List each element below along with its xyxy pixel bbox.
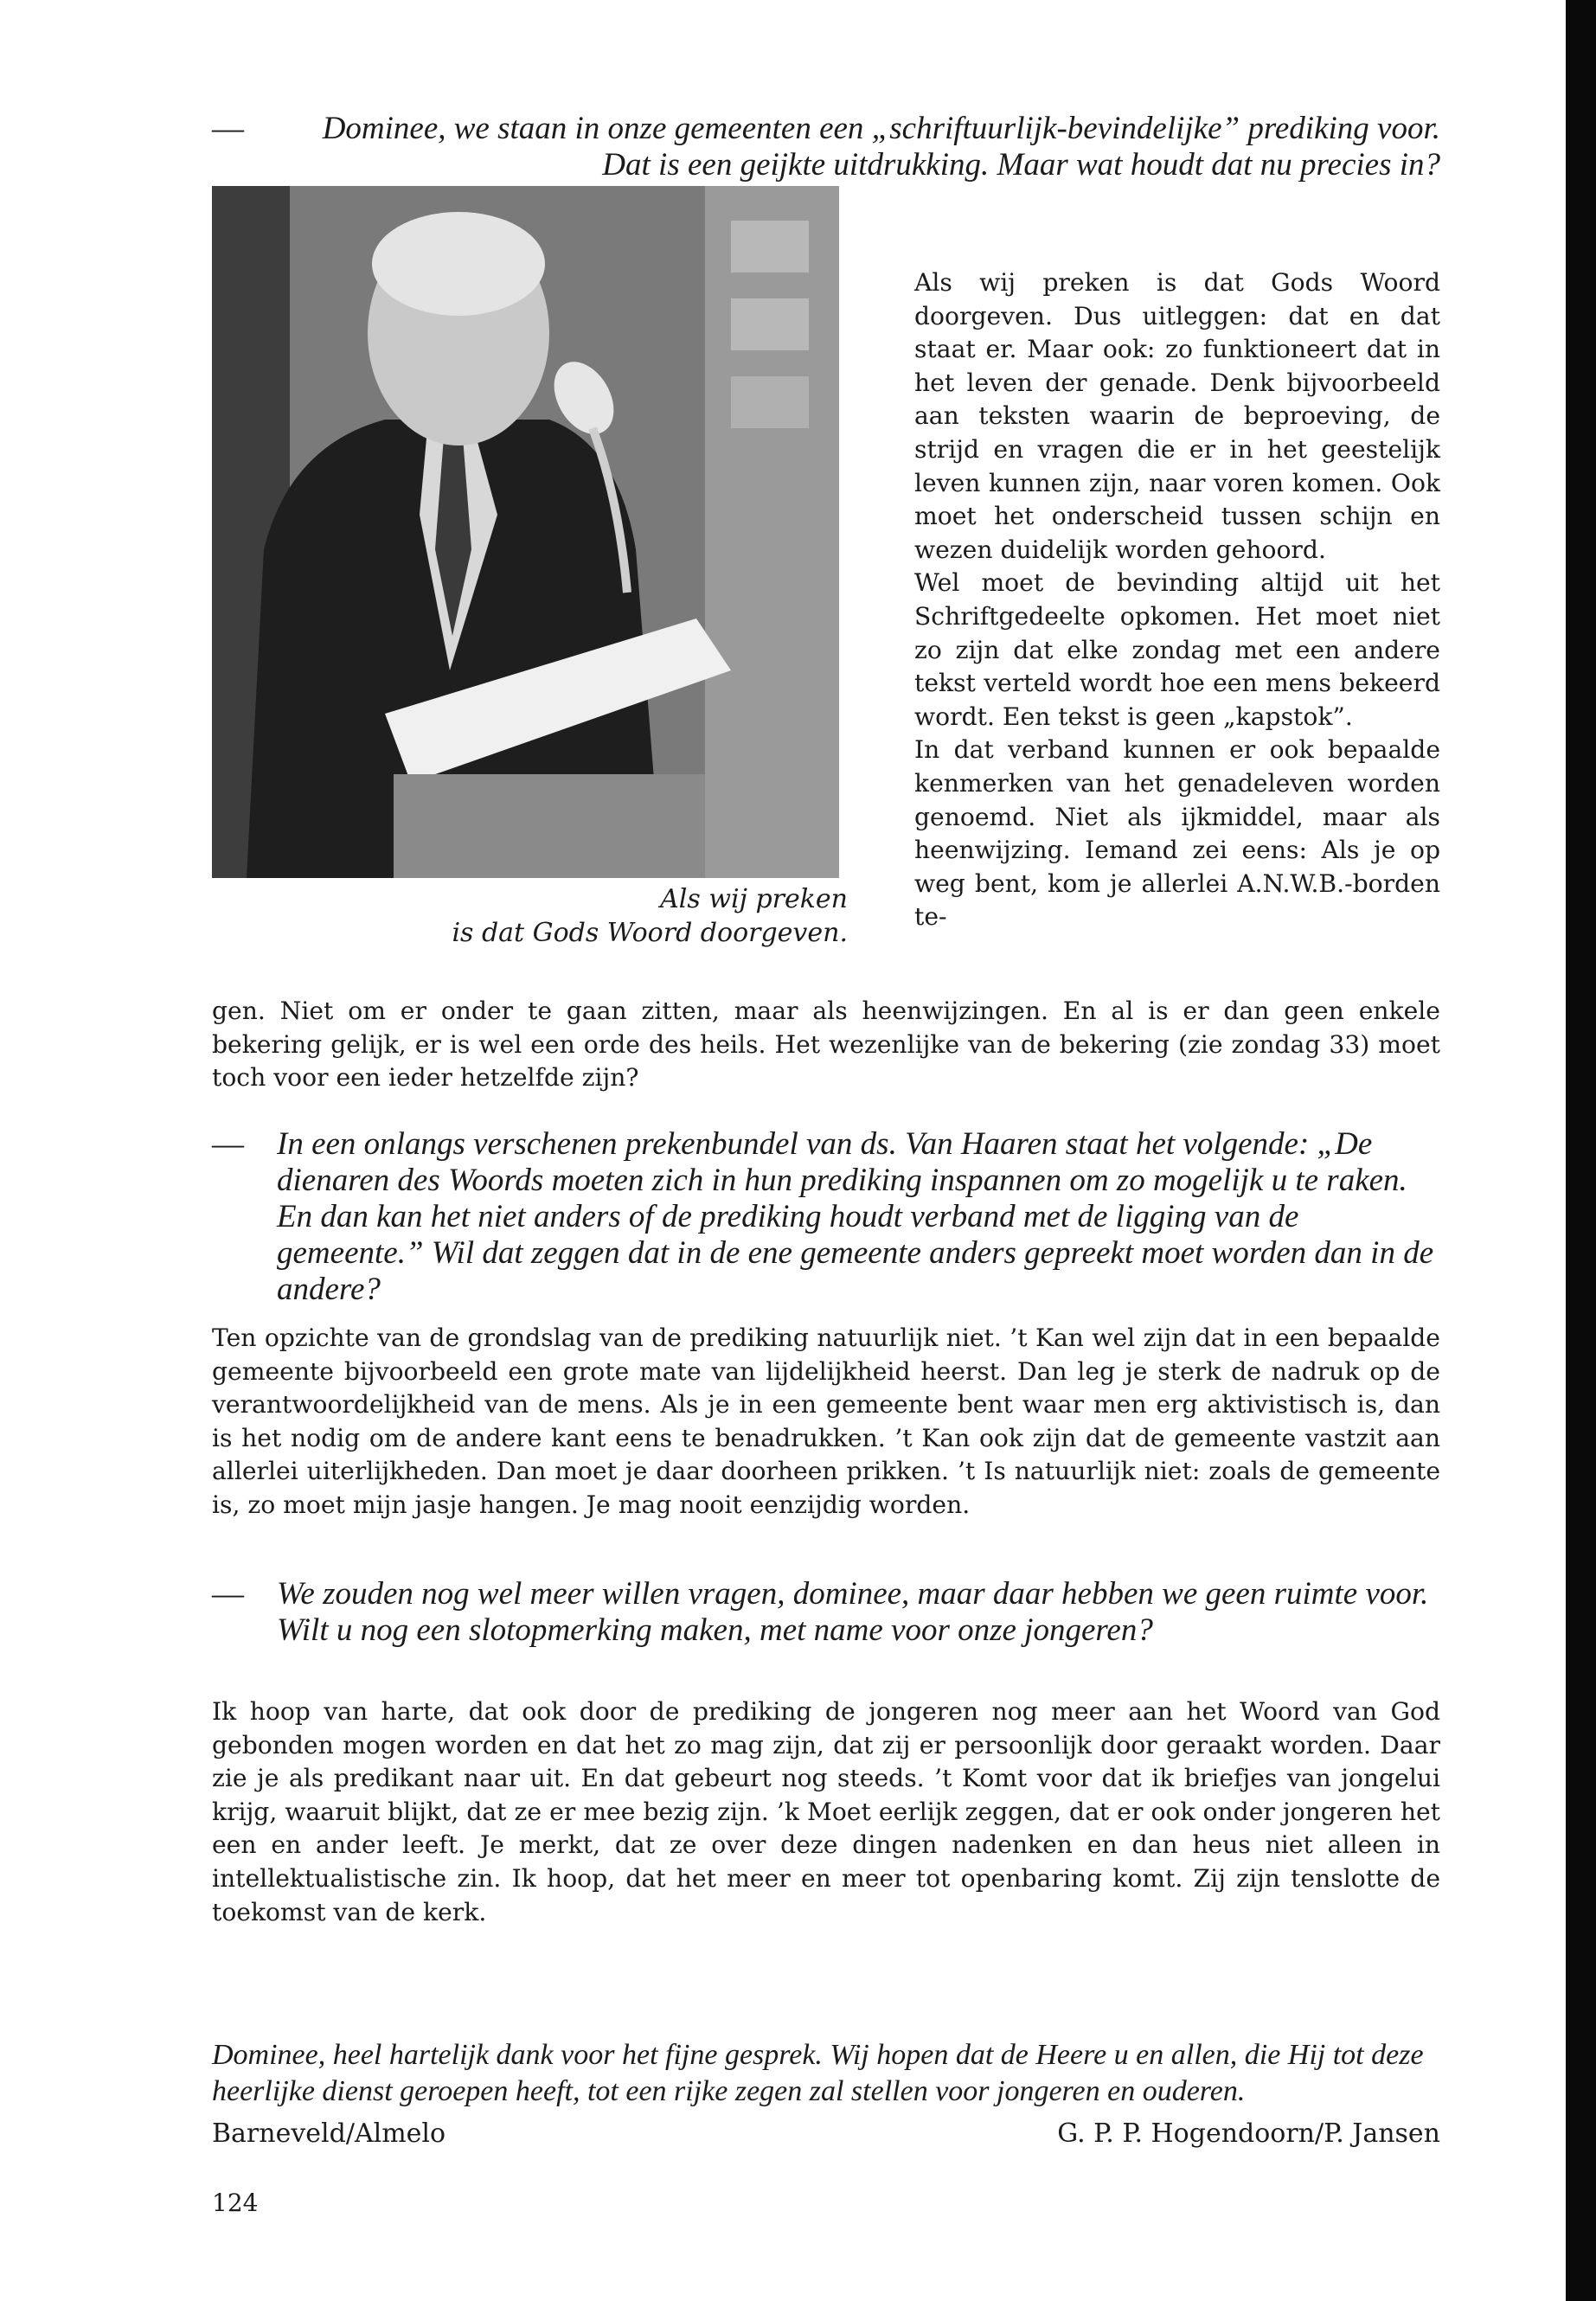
closing-remark: Dominee, heel hartelijk dank voor het fijne gesprek. Wij hopen dat de Heere u en allen, die Hij tot deze heerlijke dienst geroepen heeft, tot een rijke zegen zal stellen voor jongeren en ouderen. [212, 2039, 1424, 2107]
photo-caption [212, 882, 848, 950]
page-number: 124 [212, 2189, 259, 2217]
answer-1-paragraph-2: Wel moet de bevinding altijd uit het Schriftgedeelte opkomen. Het moet niet zo zijn dat elke zondag met een andere tekst verteld wordt hoe een mens bekeerd wordt. Een tekst is geen „kapstok”. [914, 568, 1440, 731]
answer-1-paragraph-1: Als wij preken is dat Gods Woord doorgeven. Dus uitleggen: dat en dat staat er. Maar ook: zo funktioneert dat in het leven der genade. Denk bijvoorbeeld aan teksten waarin de beproeving, de strijd en vragen die er in het geestelijk leven kunnen zijn, naar voren komen. Ook moet het onderscheid tussen schijn en wezen duidelijk worden gehoord. [914, 268, 1440, 564]
question-1-text: Dominee, we staan in onze gemeenten een „schriftuurlijk-bevindelijke” prediking voor. Dat is een geijkte uitdrukking. Maar wat houdt dat nu precies in? [322, 111, 1440, 183]
answer-2-paragraph: Ten opzichte van de grondslag van de prediking natuurlijk niet. ’t Kan wel zijn dat in een bepaalde gemeente bijvoorbeeld een grote mate van lijdelijkheid heerst. Dan leg je sterk de nadruk op de verantwoordelijkheid van de mens. Als je in een gemeente bent waar men erg aktivistisch is, dan is het nodig om de andere kant eens te benadrukken. ’t Kan ook zijn dat de gemeente vastzit aan allerlei uiterlijkheden. Dan moet je daar doorheen prikken. ’t Is natuurlijk niet: zoals de gemeente is, zo moet mijn jasje hangen. Je mag nooit eenzijdig worden. [212, 1324, 1440, 1519]
authors: G. P. P. Hogendoorn/P. Jansen [1057, 2118, 1440, 2149]
preacher-photo [212, 186, 839, 878]
question-1 [212, 111, 1440, 183]
question-dash: — [212, 111, 244, 146]
question-2-text: In een onlangs verschenen prekenbundel van ds. Van Haaren staat het volgende: „De dienaren des Woords moeten zich in hun prediking inspannen om zo mogelijk u te raken. En dan kan het niet anders of de prediking houdt verband met de ligging van de gemeente.” Wil dat zeggen dat in de ene gemeente anders gepreekt moet worden dan in de andere? [277, 1126, 1434, 1307]
preacher-photo-drawing [212, 186, 839, 878]
photo-caption-line-2: is dat Gods Woord doorgeven. [452, 918, 848, 948]
location: Barneveld/Almelo [212, 2118, 446, 2149]
answer-1-paragraph-3: In dat verband kunnen er ook bepaalde kenmerken van het genadeleven worden genoemd. Niet als ijkmiddel, maar als heenwijzing. Iemand zei eens: Als je op weg bent, kom je allerlei A.N.W.B.-borden te- [914, 735, 1440, 932]
question-3 [212, 1576, 1440, 1649]
scan-edge-bar [1566, 0, 1596, 2301]
answer-1-paragraph-3-end: gen. Niet om er onder te gaan zitten, maar als heenwijzingen. En al is er dan geen enkele bekering gelijk, er is wel een orde des heils. Het wezenlijke van de bekering (zie zondag 33) moet toch voor een ieder hetzelfde zijn? [212, 997, 1440, 1093]
question-3-text: We zouden nog wel meer willen vragen, dominee, maar daar hebben we geen ruimte voor. Wilt u nog een slotopmerking maken, met name voor onze jongeren? [277, 1576, 1429, 1648]
photo-caption-line-1: Als wij preken [660, 884, 848, 914]
question-dash: — [212, 1126, 244, 1162]
answer-2 [212, 1322, 1440, 1522]
question-dash: — [212, 1576, 244, 1612]
answer-1-continuation [212, 995, 1440, 1095]
answer-3 [212, 1695, 1440, 1929]
answer-1-column [914, 266, 1440, 934]
question-2 [212, 1126, 1440, 1308]
answer-3-paragraph: Ik hoop van harte, dat ook door de prediking de jongeren nog meer aan het Woord van God gebonden mogen worden en dat het zo mag zijn, dat zij er persoonlijk door geraakt worden. Daar zie je als predikant naar uit. En dat gebeurt nog steeds. ’t Komt voor dat ik briefjes van jongelui krijg, waaruit blijkt, dat ze er mee bezig zijn. ’k Moet eerlijk zeggen, dat er ook onder jongeren het een en ander leeft. Je merkt, dat ze over deze dingen nadenken en dan heus niet alleen in intellektualistische zin. Ik hoop, dat het meer en meer tot openbaring komt. Zij zijn tenslotte de toekomst van de kerk. [212, 1697, 1440, 1926]
